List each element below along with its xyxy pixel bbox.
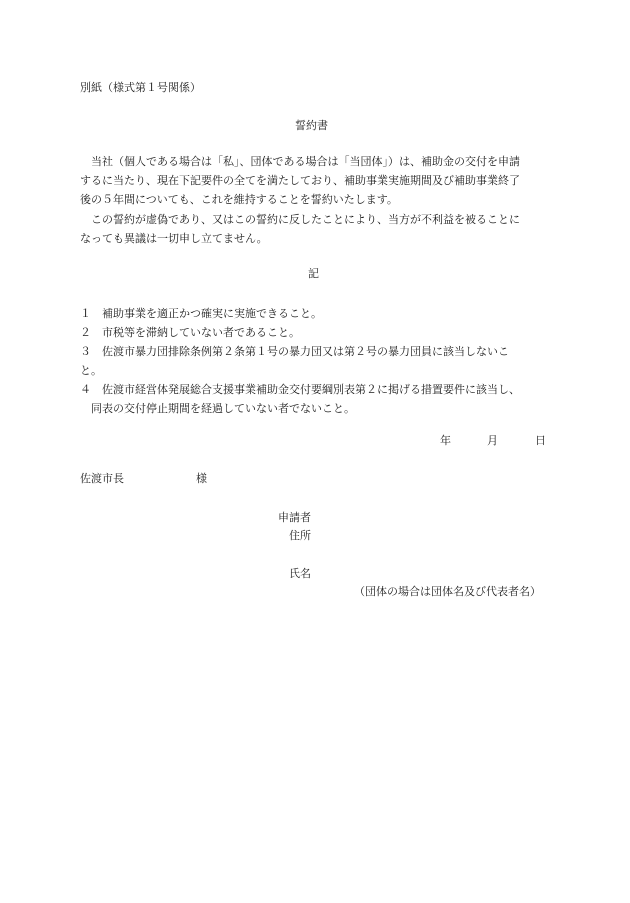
paragraph-1 (80, 152, 550, 209)
date-day: 日 (535, 434, 546, 447)
ki-heading: 記 (308, 267, 319, 280)
item-number: １ (80, 307, 91, 320)
item-number: ４ (80, 383, 91, 396)
requirements-list (80, 304, 550, 418)
item-text: 佐渡市暴力団排除条例第２条第１号の暴力団又は第２号の暴力団員に該当しないこ (102, 345, 509, 358)
list-item (80, 304, 550, 323)
list-item-continuation: 同表の交付停止期間を経過していない者でないこと。 (91, 402, 355, 415)
paragraph-1-line: するに当たり、現在下記要件の全てを満たしており、補助事業実施期間及び補助事業終了 (80, 174, 520, 187)
attachment-label: 別紙（様式第１号関係） (80, 81, 201, 94)
document-title: 誓約書 (295, 119, 328, 132)
paragraph-1-line: 後の５年間についても、これを維持することを誓約いたします。 (80, 193, 398, 206)
item-number: ２ (80, 326, 91, 339)
name-label: 氏名 (289, 567, 311, 580)
list-item (80, 323, 550, 342)
list-item-continuation: と。 (80, 364, 102, 377)
paragraph-2-line: なっても異議は一切申し立てません。 (80, 232, 268, 245)
organization-note: （団体の場合は団体名及び代表者名） (354, 585, 541, 598)
list-item (80, 342, 550, 361)
item-number: ３ (80, 345, 91, 358)
date-year: 年 (440, 434, 451, 447)
date-month: 月 (487, 434, 498, 447)
paragraph-2 (80, 210, 550, 248)
list-item (80, 380, 550, 399)
item-text: 佐渡市経営体発展総合支援事業補助金交付要綱別表第２に掲げる措置要件に該当し、 (102, 383, 520, 396)
paragraph-1-line: 当社（個人である場合は「私」、団体である場合は「当団体」）は、補助金の交付を申請 (91, 155, 520, 168)
address-label: 住所 (289, 529, 311, 542)
paragraph-2-line: この誓約が虚偽であり、又はこの誓約に反したことにより、当方が不利益を被ることに (91, 213, 520, 226)
addressee-name: 佐渡市長 (80, 472, 124, 485)
item-text: 市税等を滞納していない者であること。 (102, 326, 300, 339)
applicant-label: 申請者 (278, 511, 311, 524)
item-text: 補助事業を適正かつ確実に実施できること。 (102, 307, 322, 320)
addressee-honorific: 様 (196, 472, 207, 485)
